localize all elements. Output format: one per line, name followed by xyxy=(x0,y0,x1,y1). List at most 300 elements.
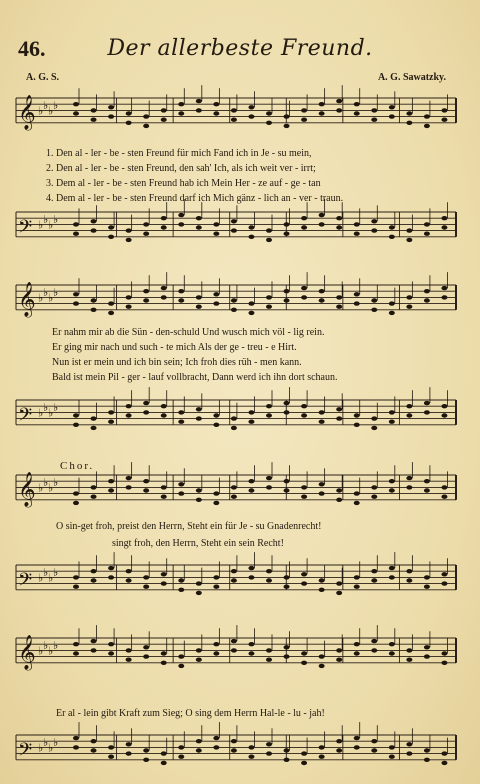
note-head xyxy=(196,108,202,112)
note-head xyxy=(178,298,184,302)
note-head xyxy=(301,108,307,112)
note-head xyxy=(231,298,237,302)
flat-icon: ♭ xyxy=(53,566,59,580)
note-head xyxy=(336,748,342,752)
flat-icon: ♭ xyxy=(48,571,54,585)
note-head xyxy=(108,566,114,570)
note-head xyxy=(91,118,97,122)
note-head xyxy=(284,124,290,128)
note-head xyxy=(231,118,237,122)
note-head xyxy=(91,219,97,223)
note-head xyxy=(319,755,325,759)
note-head xyxy=(301,286,307,290)
note-head xyxy=(284,479,290,483)
note-head xyxy=(91,648,97,652)
note-head xyxy=(389,301,395,305)
note-head xyxy=(126,658,132,662)
note-head xyxy=(161,751,167,755)
note-head xyxy=(196,407,202,411)
note-head xyxy=(126,121,132,125)
note-head xyxy=(213,222,219,226)
note-head xyxy=(196,416,202,420)
note-head xyxy=(178,491,184,495)
note-head xyxy=(266,648,272,652)
note-head xyxy=(231,108,237,112)
note-head xyxy=(143,232,149,236)
note-head xyxy=(231,219,237,223)
bass-clef-icon: 𝄢 xyxy=(18,216,33,242)
note-head xyxy=(336,658,342,662)
note-head xyxy=(248,642,254,646)
note-head xyxy=(406,658,412,662)
note-head xyxy=(371,228,377,232)
note-head xyxy=(406,742,412,746)
treble-clef-icon: 𝄞 xyxy=(18,634,36,670)
note-head xyxy=(73,736,79,740)
note-head xyxy=(266,742,272,746)
note-head xyxy=(266,121,272,125)
note-head xyxy=(126,305,132,309)
note-head xyxy=(301,581,307,585)
note-head xyxy=(73,642,79,646)
note-head xyxy=(371,739,377,743)
note-head xyxy=(354,491,360,495)
note-head xyxy=(336,498,342,502)
note-head xyxy=(91,569,97,573)
note-head xyxy=(319,664,325,668)
note-head xyxy=(126,404,132,408)
verse-4-line-b: Bald ist mein Pil - ger - lauf vollbracht, Dann werd ich ihn dort schaun. xyxy=(52,372,338,383)
flat-icon: ♭ xyxy=(53,736,59,750)
note-head xyxy=(406,305,412,309)
verse-4-line-a: 4. Dem al - ler - be - sten Freund darf ich Mich gänz - lich an - ver - traun. xyxy=(46,193,344,204)
note-head xyxy=(406,476,412,480)
note-head xyxy=(371,485,377,489)
note-head xyxy=(319,745,325,749)
note-head xyxy=(441,495,447,499)
note-head xyxy=(371,416,377,420)
note-head xyxy=(108,755,114,759)
note-head xyxy=(319,420,325,424)
note-head xyxy=(406,569,412,573)
note-head xyxy=(284,114,290,118)
note-head xyxy=(319,111,325,115)
note-head xyxy=(178,588,184,592)
note-head xyxy=(108,105,114,109)
note-head xyxy=(266,238,272,242)
note-head xyxy=(91,308,97,312)
note-head xyxy=(213,292,219,296)
note-head xyxy=(424,289,430,293)
note-head xyxy=(161,495,167,499)
note-head xyxy=(161,216,167,220)
note-head xyxy=(178,289,184,293)
bass-clef-icon: 𝄢 xyxy=(18,569,33,595)
note-head xyxy=(336,739,342,743)
note-head xyxy=(389,114,395,118)
note-head xyxy=(284,585,290,589)
note-head xyxy=(213,102,219,106)
note-head xyxy=(441,108,447,112)
note-head xyxy=(371,639,377,643)
staff xyxy=(16,212,456,237)
flat-icon: ♭ xyxy=(53,286,59,300)
note-head xyxy=(231,495,237,499)
note-head xyxy=(406,111,412,115)
note-head xyxy=(126,238,132,242)
flat-icon: ♭ xyxy=(48,291,54,305)
note-head xyxy=(108,311,114,315)
note-head xyxy=(213,111,219,115)
note-head xyxy=(91,739,97,743)
note-head xyxy=(371,219,377,223)
note-head xyxy=(354,222,360,226)
note-head xyxy=(389,420,395,424)
flat-icon: ♭ xyxy=(53,639,59,653)
note-head xyxy=(301,295,307,299)
note-head xyxy=(108,114,114,118)
note-head xyxy=(336,581,342,585)
note-head xyxy=(248,651,254,655)
hymn-title: Der allerbeste Freund. xyxy=(107,36,373,61)
note-head xyxy=(319,588,325,592)
note-head xyxy=(213,423,219,427)
note-head xyxy=(371,298,377,302)
note-head xyxy=(284,232,290,236)
flat-icon: ♭ xyxy=(43,286,49,300)
note-head xyxy=(178,102,184,106)
note-head xyxy=(178,664,184,668)
note-head xyxy=(213,736,219,740)
note-head xyxy=(424,232,430,236)
note-head xyxy=(319,482,325,486)
note-head xyxy=(266,578,272,582)
verse-2-line-b: Er ging mir nach und such - te mich Als der ge - treu - e Hirt. xyxy=(52,342,297,353)
note-head xyxy=(371,569,377,573)
note-head xyxy=(266,751,272,755)
note-head xyxy=(424,479,430,483)
note-head xyxy=(389,745,395,749)
note-head xyxy=(196,488,202,492)
note-head xyxy=(248,745,254,749)
note-head xyxy=(73,585,79,589)
note-head xyxy=(319,410,325,414)
note-head xyxy=(424,654,430,658)
note-head xyxy=(354,102,360,106)
note-head xyxy=(319,289,325,293)
note-head xyxy=(354,232,360,236)
verse-1-line-b: Er nahm mir ab die Sün - den-schuld Und wusch mich völ - lig rein. xyxy=(52,327,325,338)
note-head xyxy=(424,124,430,128)
note-head xyxy=(284,401,290,405)
note-head xyxy=(354,651,360,655)
note-head xyxy=(248,420,254,424)
note-head xyxy=(213,651,219,655)
note-head xyxy=(284,488,290,492)
note-head xyxy=(389,651,395,655)
note-head xyxy=(161,485,167,489)
chorus-line-2: singt froh, den Herrn, Steht ein sein Recht! xyxy=(112,538,284,549)
note-head xyxy=(389,566,395,570)
note-head xyxy=(441,413,447,417)
note-head xyxy=(266,485,272,489)
note-head xyxy=(108,420,114,424)
note-head xyxy=(231,416,237,420)
note-head xyxy=(231,739,237,743)
note-head xyxy=(301,118,307,122)
note-head xyxy=(126,295,132,299)
note-head xyxy=(441,295,447,299)
note-head xyxy=(424,758,430,762)
note-head xyxy=(354,501,360,505)
note-head xyxy=(143,585,149,589)
note-head xyxy=(108,410,114,414)
note-head xyxy=(248,575,254,579)
note-head xyxy=(178,111,184,115)
note-head xyxy=(126,476,132,480)
note-head xyxy=(196,739,202,743)
note-head xyxy=(406,578,412,582)
note-head xyxy=(266,476,272,480)
hymn-number: 46. xyxy=(18,36,46,61)
note-head xyxy=(196,305,202,309)
note-head xyxy=(336,225,342,229)
note-head xyxy=(196,225,202,229)
note-head xyxy=(108,225,114,229)
note-head xyxy=(143,410,149,414)
note-head xyxy=(196,295,202,299)
note-head xyxy=(248,410,254,414)
note-head xyxy=(73,222,79,226)
treble-clef-icon: 𝄞 xyxy=(18,281,36,317)
note-head xyxy=(389,225,395,229)
note-head xyxy=(354,423,360,427)
note-head xyxy=(354,642,360,646)
note-head xyxy=(143,114,149,118)
note-head xyxy=(91,495,97,499)
note-head xyxy=(284,575,290,579)
verse-2-line-a: 2. Den al - ler - be - sten Freund, den sah' Ich, als ich weit ver - irrt; xyxy=(46,163,316,174)
note-head xyxy=(126,228,132,232)
note-head xyxy=(266,658,272,662)
music-credit: A. G. Sawatzky. xyxy=(377,72,446,83)
note-head xyxy=(284,654,290,658)
note-head xyxy=(213,501,219,505)
note-head xyxy=(441,661,447,665)
note-head xyxy=(126,751,132,755)
note-head xyxy=(301,761,307,765)
note-head xyxy=(389,488,395,492)
note-head xyxy=(441,581,447,585)
note-head xyxy=(441,225,447,229)
note-head xyxy=(266,305,272,309)
note-head xyxy=(126,578,132,582)
flat-icon: ♭ xyxy=(48,644,54,658)
flat-icon: ♭ xyxy=(48,218,54,232)
note-head xyxy=(213,585,219,589)
text-credit: A. G. S. xyxy=(26,72,60,83)
note-head xyxy=(91,416,97,420)
note-head xyxy=(143,575,149,579)
verse-3-line-b: Nun ist er mein und ich bin sein; Ich froh dies rüh - men kann. xyxy=(52,357,302,368)
flat-icon: ♭ xyxy=(43,566,49,580)
note-head xyxy=(91,748,97,752)
note-head xyxy=(336,295,342,299)
note-head xyxy=(441,651,447,655)
note-head xyxy=(178,654,184,658)
note-head xyxy=(354,413,360,417)
note-head xyxy=(424,575,430,579)
note-head xyxy=(424,488,430,492)
note-head xyxy=(319,578,325,582)
note-head xyxy=(389,410,395,414)
note-head xyxy=(108,745,114,749)
note-head xyxy=(371,118,377,122)
note-head xyxy=(213,575,219,579)
note-head xyxy=(108,642,114,646)
note-head xyxy=(231,569,237,573)
note-head xyxy=(161,761,167,765)
note-head xyxy=(231,639,237,643)
note-head xyxy=(73,491,79,495)
chorus-label: Chor. xyxy=(60,460,95,472)
note-head xyxy=(91,426,97,430)
note-head xyxy=(441,761,447,765)
note-head xyxy=(108,575,114,579)
note-head xyxy=(354,585,360,589)
note-head xyxy=(143,645,149,649)
note-head xyxy=(248,105,254,109)
note-head xyxy=(389,105,395,109)
note-head xyxy=(231,228,237,232)
note-head xyxy=(371,495,377,499)
note-head xyxy=(143,289,149,293)
note-head xyxy=(301,751,307,755)
note-head xyxy=(91,485,97,489)
note-head xyxy=(371,748,377,752)
note-head xyxy=(73,413,79,417)
note-head xyxy=(284,410,290,414)
note-head xyxy=(319,102,325,106)
note-head xyxy=(91,578,97,582)
note-head xyxy=(196,216,202,220)
note-head xyxy=(161,225,167,229)
chorus-line-1: O sin-get froh, preist den Herrn, Steht ein für Je - su Gnadenrecht! xyxy=(56,521,322,532)
note-head xyxy=(354,736,360,740)
flat-icon: ♭ xyxy=(43,99,49,113)
note-head xyxy=(126,569,132,573)
note-head xyxy=(301,404,307,408)
note-head xyxy=(406,404,412,408)
note-head xyxy=(266,228,272,232)
treble-clef-icon: 𝄞 xyxy=(18,471,36,507)
flat-icon: ♭ xyxy=(38,104,44,118)
note-head xyxy=(196,748,202,752)
flat-icon: ♭ xyxy=(38,481,44,495)
note-head xyxy=(91,108,97,112)
note-head xyxy=(424,401,430,405)
note-head xyxy=(143,758,149,762)
flat-icon: ♭ xyxy=(43,639,49,653)
note-head xyxy=(231,578,237,582)
flat-icon: ♭ xyxy=(43,736,49,750)
note-head xyxy=(336,488,342,492)
note-head xyxy=(196,99,202,103)
note-head xyxy=(336,99,342,103)
note-head xyxy=(248,479,254,483)
note-head xyxy=(336,407,342,411)
note-head xyxy=(354,745,360,749)
flat-icon: ♭ xyxy=(48,104,54,118)
note-head xyxy=(284,758,290,762)
note-head xyxy=(266,569,272,573)
note-head xyxy=(319,491,325,495)
note-head xyxy=(319,298,325,302)
note-head xyxy=(441,485,447,489)
note-head xyxy=(336,216,342,220)
note-head xyxy=(284,748,290,752)
note-head xyxy=(161,295,167,299)
note-head xyxy=(126,485,132,489)
note-head xyxy=(248,488,254,492)
note-head xyxy=(178,745,184,749)
note-head xyxy=(424,114,430,118)
note-head xyxy=(161,581,167,585)
flat-icon: ♭ xyxy=(43,213,49,227)
note-head xyxy=(248,225,254,229)
note-head xyxy=(354,575,360,579)
flat-icon: ♭ xyxy=(53,213,59,227)
note-head xyxy=(301,485,307,489)
note-head xyxy=(424,222,430,226)
note-head xyxy=(143,298,149,302)
note-head xyxy=(108,301,114,305)
flat-icon: ♭ xyxy=(38,571,44,585)
note-head xyxy=(371,648,377,652)
note-head xyxy=(354,111,360,115)
chorus-line-3: Er al - lein gibt Kraft zum Sieg; O sing dem Herrn Hal-le - lu - jah! xyxy=(56,708,325,719)
note-head xyxy=(406,228,412,232)
flat-icon: ♭ xyxy=(38,218,44,232)
note-head xyxy=(178,410,184,414)
note-head xyxy=(126,111,132,115)
note-head xyxy=(178,420,184,424)
flat-icon: ♭ xyxy=(43,476,49,490)
note-head xyxy=(406,751,412,755)
flat-icon: ♭ xyxy=(38,741,44,755)
note-head xyxy=(371,308,377,312)
note-head xyxy=(336,108,342,112)
note-head xyxy=(354,292,360,296)
note-head xyxy=(73,102,79,106)
note-head xyxy=(161,661,167,665)
note-head xyxy=(406,485,412,489)
note-head xyxy=(73,575,79,579)
note-head xyxy=(161,413,167,417)
note-head xyxy=(406,413,412,417)
note-head xyxy=(266,413,272,417)
note-head xyxy=(424,410,430,414)
note-head xyxy=(126,413,132,417)
note-head xyxy=(424,748,430,752)
note-head xyxy=(441,751,447,755)
note-head xyxy=(441,216,447,220)
flat-icon: ♭ xyxy=(48,741,54,755)
note-head xyxy=(196,658,202,662)
note-head xyxy=(143,401,149,405)
note-head xyxy=(441,572,447,576)
flat-icon: ♭ xyxy=(38,406,44,420)
